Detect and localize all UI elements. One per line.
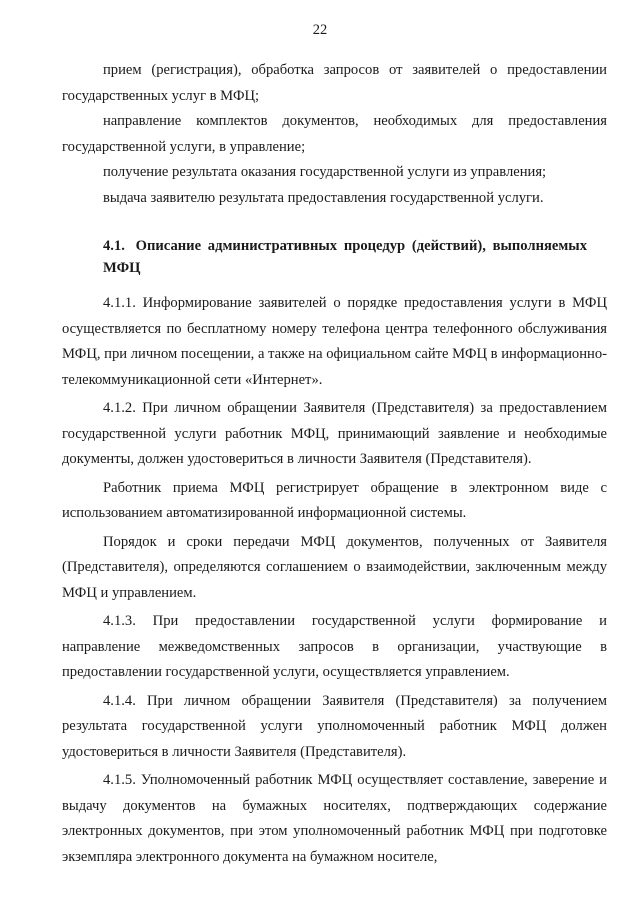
body-paragraph: 4.1.5. Уполномоченный работник МФЦ осуществляет составление, заверение и выдачу документов на бумажных носителях, подтверждающих содержание электронных документов, при этом уполномоченный работник МФЦ при подготовке экземпляра электронного документа на бумажном носителе,	[62, 772, 607, 865]
body-paragraph: 4.1.1. Информирование заявителей о порядке предоставления услуги в МФЦ осуществляется по бесплатному номеру телефона центра телефонного обслуживания МФЦ, при личном посещении, а также на официальном сайте МФЦ в информационно-телекоммуникационной сети «Интернет».	[62, 295, 607, 388]
body-paragraph: Работник приема МФЦ регистрирует обращение в электронном виде с использованием автоматизированной информационной системы.	[62, 479, 607, 521]
body-paragraph: 4.1.2. При личном обращении Заявителя (Представителя) за предоставлением государственной услуги работник МФЦ, принимающий заявление и необходимые документы, должен удостовериться в личности Заявителя (Представителя).	[62, 400, 607, 467]
body-paragraph: 4.1.3. При предоставлении государственной услуги формирование и направление межведомственных запросов в организации, участвующие в предоставлении государственной услуги, осуществляется управлением.	[62, 613, 607, 680]
intro-paragraph: получение результата оказания государственной услуги из управления;	[103, 164, 547, 180]
page-number: 22	[312, 22, 328, 38]
intro-paragraph: прием (регистрация), обработка запросов от заявителей о предоставлении государственных услуг в МФЦ;	[62, 62, 607, 104]
section-number: 4.1.	[103, 238, 125, 254]
section-title: Описание административных процедур (действий), выполняемых МФЦ	[103, 238, 587, 276]
body-paragraph: 4.1.4. При личном обращении Заявителя (Представителя) за получением результата государственной услуги уполномоченный работник МФЦ должен удостовериться в личности Заявителя (Представителя).	[62, 692, 607, 760]
intro-paragraph: направление комплектов документов, необходимых для предоставления государственной услуги, в управление;	[62, 113, 607, 155]
section-heading	[62, 235, 607, 279]
document-body	[62, 58, 607, 870]
body-paragraph: Порядок и сроки передачи МФЦ документов, полученных от Заявителя (Представителя), определяются соглашением о взаимодействии, заключенным между МФЦ и управлением.	[62, 533, 607, 601]
intro-paragraph: выдача заявителю результата предоставления государственной услуги.	[103, 189, 544, 206]
